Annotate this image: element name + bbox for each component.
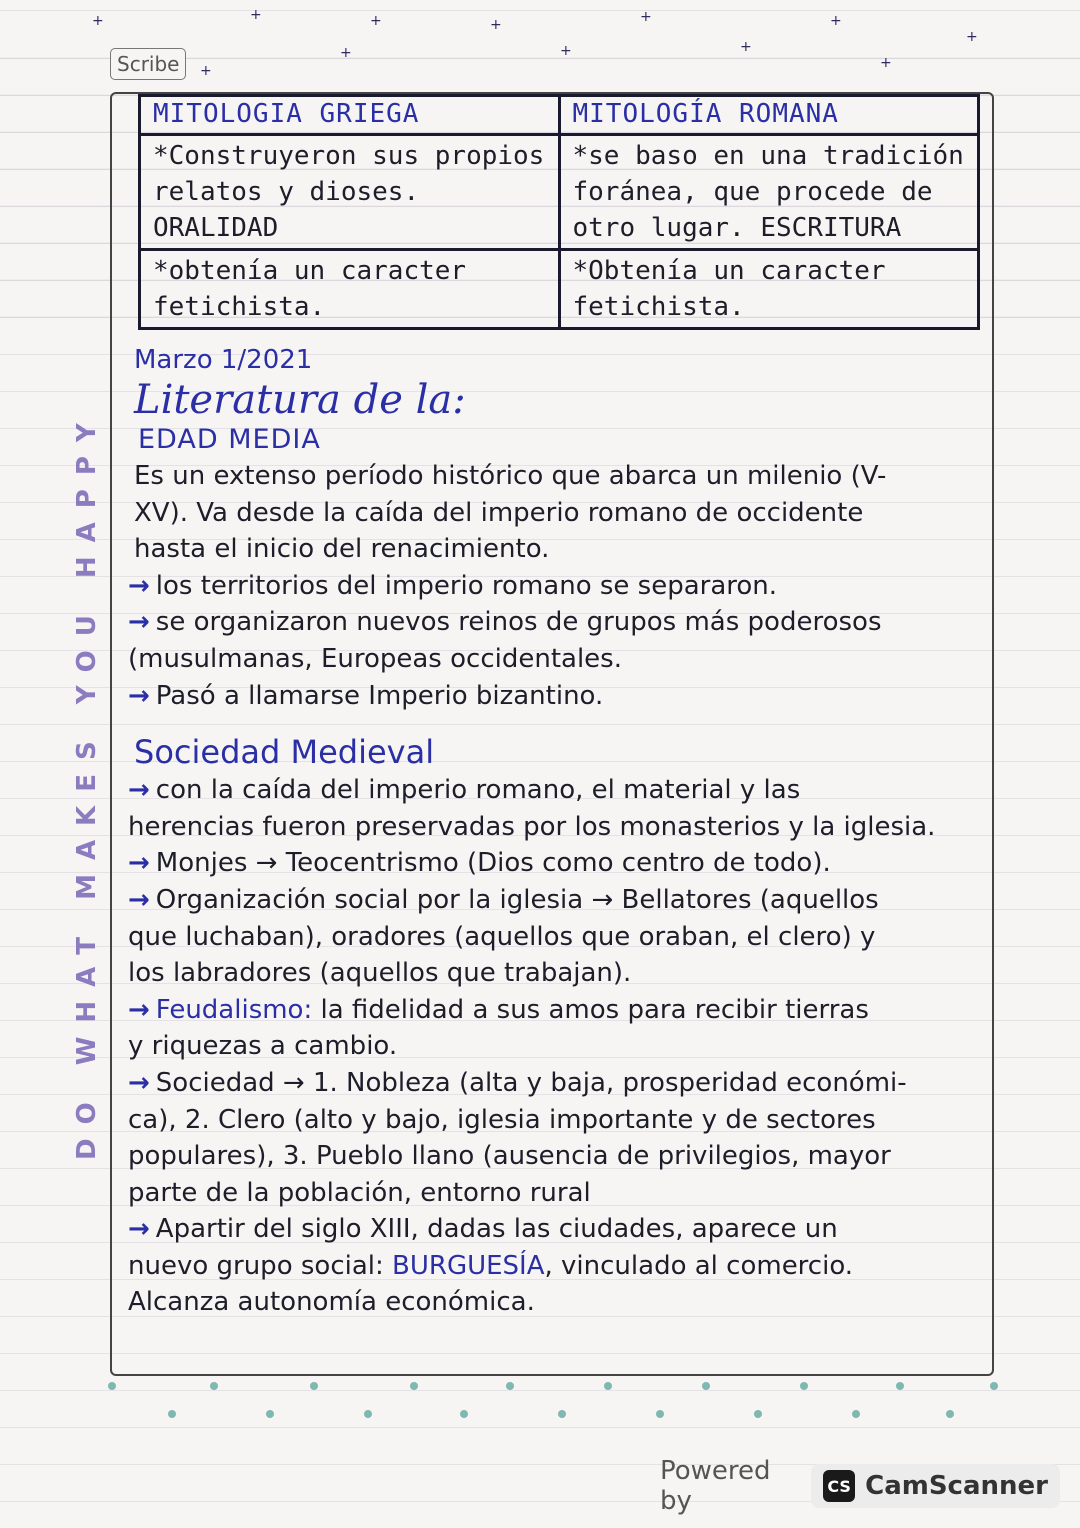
- star-icon: +: [880, 55, 892, 71]
- star-icon: +: [92, 13, 104, 29]
- list-item: → Apartir del siglo XIII, dadas las ciudades, aparece un nuevo grupo social: BURGUESÍA, vinculado al comercio. Alcanza autonomía económica.: [128, 1214, 854, 1318]
- section-subheading: EDAD MEDIA: [138, 424, 321, 455]
- intro-paragraph: Es un extenso período histórico que abarca un milenio (V- XV). Va desde la caída del imperio romano de occidente hasta el inicio del renacimiento.: [134, 461, 887, 565]
- dot-icon: [364, 1410, 372, 1418]
- keyword-burguesia: BURGUESÍA: [392, 1250, 545, 1281]
- dot-icon: [852, 1410, 860, 1418]
- list-item: → Feudalismo: la fidelidad a sus amos para recibir tierras y riquezas a cambio.: [128, 994, 869, 1062]
- dot-icon: [800, 1382, 808, 1390]
- dot-icon: [896, 1382, 904, 1390]
- dot-icon: [946, 1410, 954, 1418]
- arrow-icon: →: [128, 884, 150, 915]
- dot-icon: [506, 1382, 514, 1390]
- arrow-icon: →: [128, 848, 150, 879]
- list-item: → se organizaron nuevos reinos de grupos más poderosos (musulmanas, Europeas occidentales.: [128, 607, 882, 674]
- dot-icon: [410, 1382, 418, 1390]
- arrow-icon: →: [128, 775, 150, 806]
- dot-icon: [754, 1410, 762, 1418]
- dot-icon: [108, 1382, 116, 1390]
- star-icon: +: [830, 13, 842, 29]
- powered-by-label: Powered by: [660, 1456, 771, 1516]
- arrow-icon: →: [128, 1067, 150, 1098]
- dot-icon: [656, 1410, 664, 1418]
- star-icon: +: [250, 7, 262, 23]
- table-row: [140, 135, 979, 250]
- dot-icon: [604, 1382, 612, 1390]
- table-header-row: [140, 96, 979, 135]
- brand-tag: Scribe: [110, 48, 186, 80]
- arrow-icon: →: [128, 570, 150, 601]
- list-item: → Organización social por la iglesia → Bellatores (aquellos que luchaban), oradores (aquellos que oraban, el clero) y los labradores (aquellos que trabajan).: [128, 884, 879, 989]
- table-cell: *Construyeron sus propios relatos y dioses. ORALIDAD: [140, 135, 560, 250]
- star-icon: +: [640, 9, 652, 25]
- dot-icon: [168, 1410, 176, 1418]
- scanner-watermark: [660, 1458, 1060, 1514]
- dot-icon: [990, 1382, 998, 1390]
- dot-icon: [460, 1410, 468, 1418]
- list-item: → con la caída del imperio romano, el material y las herencias fueron preservadas por los monasterios y la iglesia.: [128, 775, 936, 842]
- note-date: Marzo 1/2021: [134, 345, 313, 375]
- decorative-dots-bottom: [0, 1370, 1080, 1440]
- dot-icon: [558, 1410, 566, 1418]
- star-icon: +: [966, 29, 978, 45]
- dot-icon: [310, 1382, 318, 1390]
- camscanner-name: CamScanner: [865, 1471, 1048, 1501]
- star-icon: +: [740, 39, 752, 55]
- star-icon: +: [340, 45, 352, 61]
- table-cell: *se baso en una tradición foránea, que procede de otro lugar. ESCRITURA: [559, 135, 979, 250]
- dot-icon: [702, 1382, 710, 1390]
- list-item: → Pasó a llamarse Imperio bizantino.: [128, 680, 604, 711]
- list-item: → los territorios del imperio romano se separaron.: [128, 570, 778, 601]
- mythology-table: [138, 94, 980, 330]
- table-header-roman: MITOLOGÍA ROMANA: [559, 96, 979, 135]
- dot-icon: [210, 1382, 218, 1390]
- list-item: → Sociedad → 1. Nobleza (alta y baja, prosperidad económi- ca), 2. Clero (alto y bajo, iglesia importante y de sectores populares), 3. Pueblo llano (ausencia de privilegios, mayor parte de la población, entorno rural: [128, 1067, 907, 1208]
- camscanner-badge: [811, 1464, 1060, 1508]
- arrow-icon: →: [128, 680, 150, 711]
- dot-icon: [266, 1410, 274, 1418]
- star-icon: +: [370, 13, 382, 29]
- table-row: [140, 250, 979, 329]
- arrow-icon: →: [128, 607, 150, 638]
- star-icon: +: [490, 17, 502, 33]
- table-cell: *Obtenía un caracter fetichista.: [559, 250, 979, 329]
- notes-content: [120, 342, 1000, 1321]
- camscanner-logo-icon: CS: [823, 1470, 855, 1502]
- star-icon: +: [200, 63, 212, 79]
- table-header-greek: MITOLOGIA GRIEGA: [140, 96, 560, 135]
- star-icon: +: [560, 43, 572, 59]
- list-item: → Monjes → Teocentrismo (Dios como centro de todo).: [128, 848, 831, 879]
- arrow-icon: →: [128, 1214, 150, 1245]
- table-cell: *obtenía un caracter fetichista.: [140, 250, 560, 329]
- keyword-feudalismo: Feudalismo:: [155, 994, 313, 1025]
- section-title: Sociedad Medieval: [134, 733, 435, 772]
- page-title: Literatura de la:: [134, 377, 466, 423]
- arrow-icon: →: [128, 994, 150, 1025]
- side-motto: DO WHAT MAKES YOU HAPPY: [72, 409, 102, 1160]
